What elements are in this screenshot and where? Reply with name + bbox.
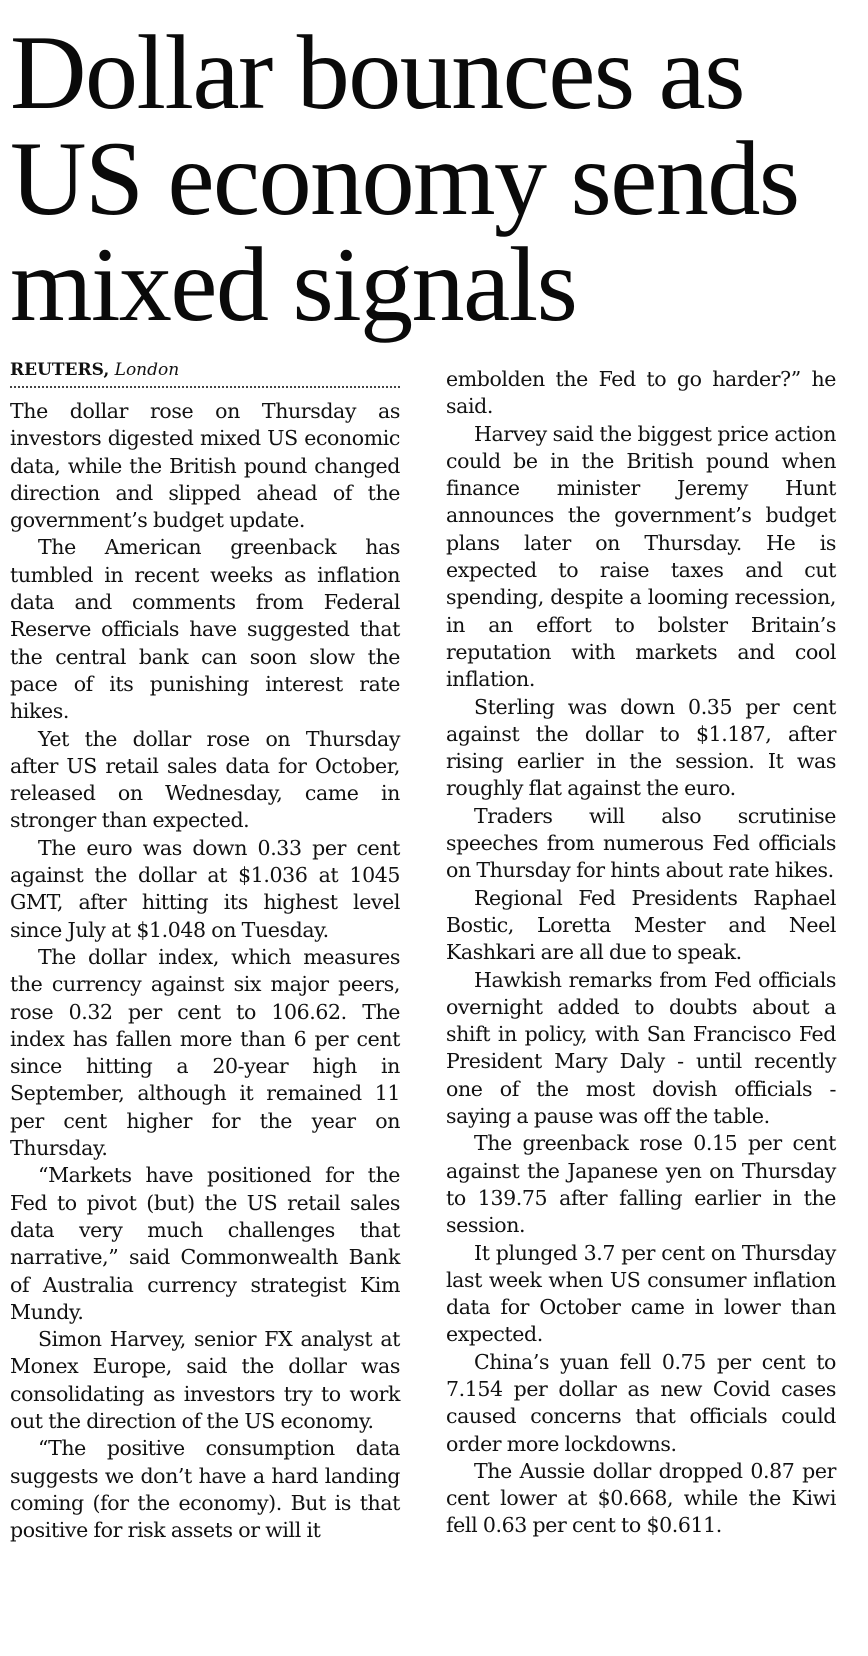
paragraph: Sterling was down 0.35 per cent against the dollar to $1.187, after rising earlier in the session. It was roughly flat against the euro.: [446, 694, 836, 801]
paragraph: Regional Fed Presidents Raphael Bostic, Loretta Mester and Neel Kashkari are all due to speak.: [446, 885, 836, 965]
paragraph: Simon Harvey, senior FX analyst at Monex Europe, said the dollar was consolidating as investors try to work out the direction of the US economy.: [10, 1327, 400, 1433]
headline: [10, 14, 860, 343]
paragraph-continued: embolden the Fed to go harder?” he said.: [446, 367, 836, 419]
paragraph: The dollar index, which measures the currency against six major peers, rose 0.32 per cent to 106.62. The index has fallen more than 6 per cent since hitting a 20-year high in September, although it remained 11 per cent higher for the year on Thursday.: [10, 944, 400, 1161]
paragraph: It plunged 3.7 per cent on Thursday last week when US consumer inflation data for October came in lower than expected.: [446, 1240, 836, 1347]
paragraph: “Markets have positioned for the Fed to pivot (but) the US retail sales data very much challenges that narrative,” said Commonwealth Bank of Australia currency strategist Kim Mundy.: [10, 1163, 400, 1324]
headline-line-2: US economy sends: [10, 120, 799, 237]
paragraph: Traders will also scrutinise speeches from numerous Fed officials on Thursday for hints about rate hikes.: [446, 803, 836, 883]
byline: [10, 358, 400, 388]
paragraph: Yet the dollar rose on Thursday after US retail sales data for October, released on Wednesday, came in stronger than expected.: [10, 726, 400, 833]
paragraph: Harvey said the biggest price action could be in the British pound when finance minister Jeremy Hunt announces the government’s budget plans later on Thursday. He is expected to raise taxes and cut spending, despite a looming recession, in an effort to bolster Britain’s reputation with markets and cool inflation.: [446, 421, 836, 692]
paragraph: China’s yuan fell 0.75 per cent to 7.154 per dollar as new Covid cases caused concerns that officials could order more lockdowns.: [446, 1349, 836, 1456]
paragraph: The greenback rose 0.15 per cent against the Japanese yen on Thursday to 139.75 after falling earlier in the session.: [446, 1131, 836, 1238]
byline-agency: REUTERS,: [10, 360, 110, 380]
left-column: [10, 358, 400, 1544]
paragraph: The euro was down 0.33 per cent against the dollar at $1.036 at 1045 GMT, after hitting its highest level since July at $1.048 on Tuesday.: [10, 835, 400, 942]
paragraph: The American greenback has tumbled in recent weeks as inflation data and comments from Federal Reserve officials have suggested that the central bank can soon slow the pace of its punishing interest rate hikes.: [10, 535, 400, 724]
byline-location: London: [114, 360, 180, 380]
paragraph: Hawkish remarks from Fed officials overnight added to doubts about a shift in policy, with San Francisco Fed President Mary Daly - until recently one of the most dovish officials - saying a pause was off the table.: [446, 967, 836, 1129]
headline-line-3: mixed signals: [10, 226, 577, 343]
paragraph: The Aussie dollar dropped 0.87 per cent lower at $0.668, while the Kiwi fell 0.63 per cent to $0.611.: [446, 1458, 836, 1538]
paragraph: “The positive consumption data suggests we don’t have a hard landing coming (for the economy). But is that positive for risk assets or will it: [10, 1436, 400, 1543]
headline-line-1: Dollar bounces as: [10, 14, 744, 131]
right-column: [446, 366, 836, 1540]
paragraph: The dollar rose on Thursday as investors digested mixed US economic data, while the British pound changed direction and slipped ahead of the government’s budget update.: [10, 399, 400, 533]
